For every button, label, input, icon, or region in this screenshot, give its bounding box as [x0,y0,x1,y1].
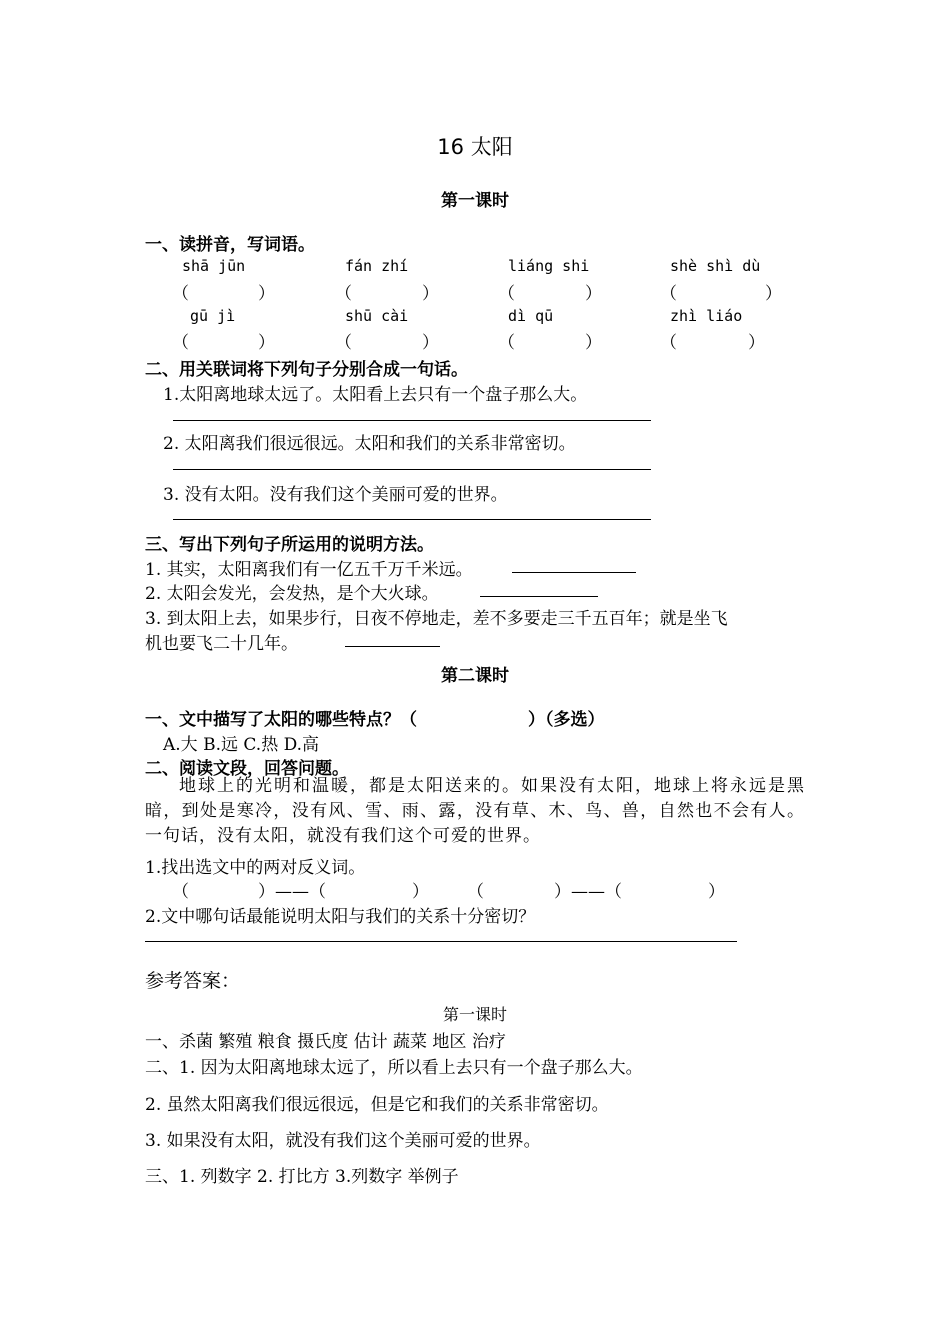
part-2-q2: 2.文中哪句话最能说明太阳与我们的关系十分密切？ [145,907,536,927]
answer-line [512,572,636,573]
answer-line [145,941,737,942]
answer-line-2: 二、1. 因为太阳离地球太远了，所以看上去只有一个盘子那么大。 [145,1058,643,1078]
answers-lesson: 第一课时 [442,1005,507,1024]
answer-box-2-close: ） [422,284,439,304]
s3-item-1: 1. 其实，太阳离我们有一亿五千万千米远。 [145,560,473,580]
pinyin-7: dì qū [508,307,554,325]
answer-box-1-close: ） [258,284,275,304]
pinyin-2: fán zhí [345,257,409,275]
answer-line-1: 一、杀菌 繁殖 粮食 摄氏度 估计 蔬菜 地区 治疗 [145,1032,506,1052]
answer-box-4-close: ） [765,284,782,304]
answer-box-5-open: （ [172,333,189,353]
answers-title: 参考答案： [145,970,241,992]
answer-box-3-open: （ [498,284,515,304]
answer-line [173,469,651,470]
pinyin-6: shū cài [345,307,409,325]
part-1-heading-tail: ）（多选） [528,710,605,730]
answer-line [173,420,651,421]
answer-line [345,646,440,647]
reading-passage: 地球上的光明和温暖，都是太阳送来的。如果没有太阳，地球上将永远是黑暗，到处是寒冷，没有风、雪、雨、露，没有草、木、鸟、兽，自然也不会有人。一句话，没有太阳，就没有我们这个可爱的世界。 [145,776,805,846]
section-2-heading: 二、用关联词将下列句子分别合成一句话。 [145,360,468,380]
answer-box-1-open: （ [172,284,189,304]
pinyin-1: shā jūn [182,257,246,275]
pinyin-5: gū jì [190,307,236,325]
pinyin-4: shè shì dù [670,257,761,275]
answer-box-4-open: （ [660,284,677,304]
lesson-1-heading: 第一课时 [441,191,509,211]
answer-box-6-open: （ [335,333,352,353]
answer-line-4: 3. 如果没有太阳，就没有我们这个美丽可爱的世界。 [145,1131,541,1151]
s2-item-2: 2. 太阳离我们很远很远。太阳和我们的关系非常密切。 [163,434,576,454]
pinyin-3: liáng shi [508,257,590,275]
section-3-heading: 三、写出下列句子所运用的说明方法。 [145,535,434,555]
part-2-heading: 二、阅读文段，回答问题。 [145,759,349,779]
antonym-box-close: ） [412,882,429,902]
antonym-box-close: ） [708,882,725,902]
answer-box-6-close: ） [422,333,439,353]
answer-line-5: 三、1. 列数字 2. 打比方 3.列数字 举例子 [145,1167,459,1187]
answer-box-5-close: ） [258,333,275,353]
answer-line-3: 2. 虽然太阳离我们很远很远，但是它和我们的关系非常密切。 [145,1095,609,1115]
answer-box-8-open: （ [660,333,677,353]
answer-box-3-close: ） [585,284,602,304]
pinyin-8: zhì liáo [670,307,743,325]
antonym-pair-separator: ）——（ [258,882,326,902]
section-1-heading: 一、读拼音，写词语。 [145,235,315,255]
antonym-box-open: （ [467,882,484,902]
answer-line [173,519,651,520]
answer-box-8-close: ） [748,333,765,353]
part-1-options: A.大 B.远 C.热 D.高 [163,735,320,755]
s2-item-3: 3. 没有太阳。没有我们这个美丽可爱的世界。 [163,485,508,505]
antonym-box-open: （ [172,882,189,902]
part-1-heading: 一、文中描写了太阳的哪些特点？（ [145,710,417,730]
answer-box-7-open: （ [498,333,515,353]
s3-item-3: 3. 到太阳上去，如果步行，日夜不停地走，差不多要走三千五百年；就是坐飞 [145,609,728,629]
antonym-pair-separator: ）——（ [554,882,622,902]
answer-line [480,596,598,597]
s3-item-3-cont: 机也要飞二十几年。 [145,634,298,654]
s3-item-2: 2. 太阳会发光，会发热，是个大火球。 [145,584,439,604]
lesson-2-heading: 第二课时 [441,666,509,686]
s2-item-1: 1.太阳离地球太远了。太阳看上去只有一个盘子那么大。 [163,385,588,405]
part-2-q1: 1.找出选文中的两对反义词。 [145,858,366,878]
answer-box-7-close: ） [585,333,602,353]
page-title: 16 太阳 [437,135,513,159]
answer-box-2-open: （ [335,284,352,304]
